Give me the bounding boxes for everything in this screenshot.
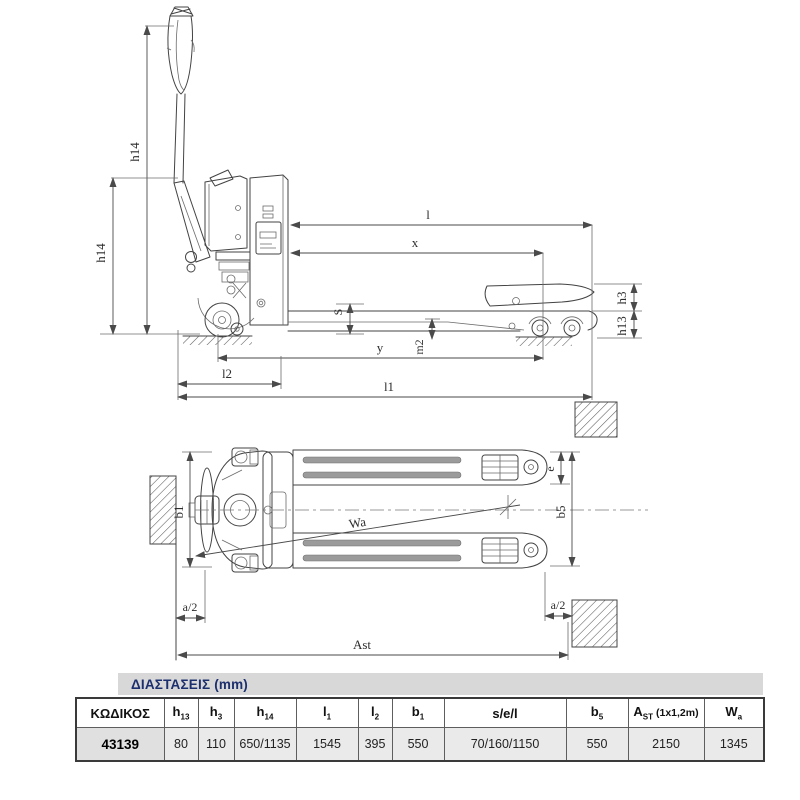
dim-label-l1: l1 bbox=[383, 379, 395, 394]
col-header-b1: $b_1$ bbox=[392, 698, 444, 728]
table-title-bar bbox=[118, 673, 763, 695]
dim-label-h3: h3 bbox=[614, 291, 629, 305]
cell-ast: 2150 bbox=[628, 728, 704, 762]
dim-label-l: l bbox=[426, 207, 430, 222]
col-header-kodikos: ΚΩΔΙΚΟΣ bbox=[76, 698, 164, 728]
cell-l2: 395 bbox=[358, 728, 392, 762]
col-header-h3: $h_3$ bbox=[198, 698, 234, 728]
header-row bbox=[76, 698, 764, 728]
truck-body bbox=[205, 170, 288, 325]
tiller-handle bbox=[167, 7, 210, 272]
cell-sel: 70/160/1150 bbox=[444, 728, 566, 762]
fork-top-lower bbox=[293, 533, 547, 568]
cell-b1: 550 bbox=[392, 728, 444, 762]
dim-label-wa: Wa bbox=[347, 513, 367, 532]
dim-label-m2: m2 bbox=[412, 339, 426, 355]
dim-y bbox=[218, 334, 543, 362]
dim-m2 bbox=[412, 319, 440, 355]
col-header-wa: $W_a$ bbox=[704, 698, 764, 728]
aisle-hatch-bottom bbox=[572, 600, 617, 647]
dim-e bbox=[543, 452, 580, 484]
dim-l bbox=[291, 207, 592, 288]
dim-label-b1: b1 bbox=[171, 505, 186, 519]
data-row bbox=[76, 728, 764, 762]
dimensions-table-section bbox=[75, 673, 763, 762]
dim-label-y: y bbox=[376, 340, 384, 355]
cell-code: 43139 bbox=[76, 728, 164, 762]
dim-label-b5: b5 bbox=[553, 505, 568, 519]
dim-label-l2: l2 bbox=[221, 366, 233, 381]
dim-label-e: e bbox=[543, 466, 557, 472]
ground-hatch bbox=[100, 334, 572, 346]
aisle-hatch-top bbox=[575, 402, 617, 437]
col-header-ast: $A_{ST}$ (1x1,2m) bbox=[628, 698, 704, 728]
dim-label-h14-tall: h14 bbox=[127, 142, 142, 162]
top-view bbox=[150, 402, 648, 660]
dim-s bbox=[331, 304, 364, 334]
drive-wheel bbox=[198, 298, 254, 337]
dim-label-h14-short: h14 bbox=[93, 243, 108, 263]
side-view bbox=[93, 7, 642, 400]
dim-label-h13: h13 bbox=[614, 316, 629, 336]
dim-ast bbox=[178, 622, 568, 660]
dim-a2-right bbox=[545, 572, 572, 621]
dim-h14-tall bbox=[127, 26, 174, 334]
col-header-h14: $h_{14}$ bbox=[234, 698, 296, 728]
dim-h14-short bbox=[93, 178, 178, 334]
dim-label-ast: Ast bbox=[352, 637, 372, 652]
dim-a2-left bbox=[176, 570, 205, 623]
wall-left bbox=[150, 476, 176, 660]
dim-h3 bbox=[614, 284, 634, 311]
col-header-l1: $l_1$ bbox=[296, 698, 358, 728]
cell-h13: 80 bbox=[164, 728, 198, 762]
cell-l1: 1545 bbox=[296, 728, 358, 762]
dim-h13 bbox=[614, 311, 634, 338]
col-header-b5: $b_5$ bbox=[566, 698, 628, 728]
col-header-h13: $h_{13}$ bbox=[164, 698, 198, 728]
cell-b5: 550 bbox=[566, 728, 628, 762]
dimensions-table bbox=[75, 697, 765, 762]
col-header-l2: $l_2$ bbox=[358, 698, 392, 728]
fork-top-upper bbox=[293, 450, 547, 485]
fork-side-raised bbox=[485, 284, 594, 306]
dim-label-x: x bbox=[411, 235, 419, 250]
dim-label-s: S bbox=[331, 308, 345, 316]
dim-label-a2-right: a/2 bbox=[550, 598, 566, 612]
cell-h3: 110 bbox=[198, 728, 234, 762]
dim-label-a2-left: a/2 bbox=[182, 600, 198, 614]
cell-wa: 1345 bbox=[704, 728, 764, 762]
col-header-sel: s/e/l bbox=[444, 698, 566, 728]
table-title: ΔΙΑΣΤΑΣΕΙΣ (mm) bbox=[131, 676, 249, 692]
cell-h14: 650/1135 bbox=[234, 728, 296, 762]
